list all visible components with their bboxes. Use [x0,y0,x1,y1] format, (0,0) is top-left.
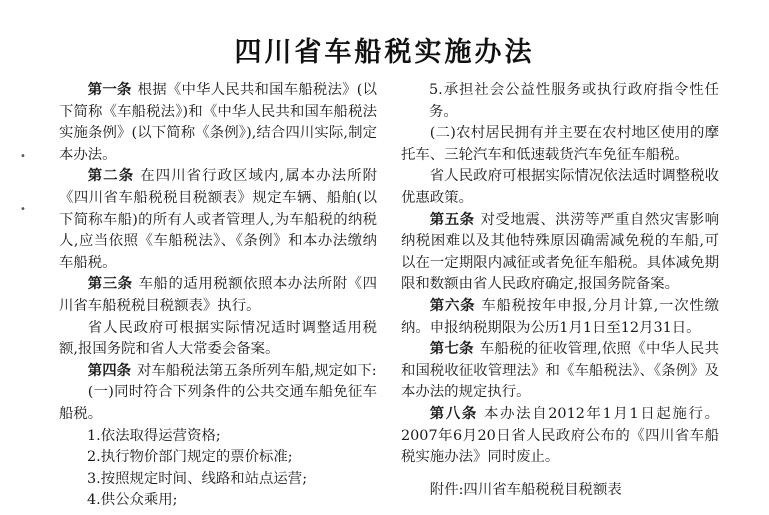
article-text: 本办法自2012年1月1日起施行。2007年6月20日省人民政府公布的《四川省车船税实施办法》同时废止。 [401,405,719,466]
article-paragraph [401,404,719,469]
body-paragraph: 省人民政府可根据实际情况依法适时调整税收优惠政策。 [401,168,719,206]
article-label: 第五条 [429,211,475,228]
list-item: 5.承担社会公益性服务或执行政府指令性任务。 [429,82,719,120]
article-label: 第七条 [429,341,474,358]
left-column [59,80,377,512]
article-text: 车船税的征收管理,依照《中华人民共和国税收征收管理法》和《车船税法》、《条例》及本办法的规定执行。 [401,341,719,401]
list-item: 3.按照规定时间、线路和站点运营; [87,470,308,487]
article-paragraph [59,166,377,274]
margin-mark: • [20,204,26,215]
article-text: 车船的适用税额依照本办法所附《四川省车船税税目税额表》执行。 [59,276,377,314]
body-paragraph: (一)同时符合下列条件的公共交通车船免征车船税。 [59,384,377,422]
body-paragraph: (二)农村居民拥有并主要在农村地区使用的摩托车、三轮汽车和低速载货汽车免征车船税。 [401,125,719,163]
list-item: 4.供公众乘用; [87,492,178,509]
article-paragraph [401,296,719,339]
article-paragraph [59,80,377,166]
article-paragraph [59,361,377,383]
article-paragraph [401,339,719,404]
attachment-note: 附件:四川省车船税税目税额表 [429,481,622,498]
right-column [401,80,719,501]
article-text: 对受地震、洪涝等严重自然灾害影响纳税困难以及其他特殊原因确需减免税的车船,可以在一定期限内减征或者免征车船税。具体减免期限和数额由省人民政府确定,报国务院备案。 [401,211,719,293]
article-label: 第六条 [429,297,476,314]
article-paragraph [59,274,377,317]
margin-mark: • [20,151,26,162]
document-title: 四川省车船税实施办法 [234,37,535,68]
article-label: 第一条 [87,82,132,98]
article-label: 第三条 [87,276,133,293]
article-text: 在四川省行政区域内,属本办法所附《四川省车船税税目税额表》规定车辆、船舶(以下简称车船)的所有人或者管理人,为车船税的纳税人,应当依照《车船税法》、《条例》和本办法缴纳车船税。 [59,168,377,271]
body-paragraph: 省人民政府可根据实际情况适时调整适用税额,报国务院和省人大常委会备案。 [59,319,377,358]
article-text: 车船税按年申报,分月计算,一次性缴纳。申报纳税期限为公历1月1日至12月31日。 [401,297,719,336]
article-label: 第四条 [87,362,131,379]
article-label: 第八条 [429,405,478,422]
article-paragraph [401,210,719,296]
article-label: 第二条 [87,168,135,185]
article-text: 根据《中华人民共和国车船税法》(以下简称《车船税法》)和《中华人民共和国车船税法实施条例》(以下简称《条例》),结合四川实际,制定本办法。 [59,82,377,163]
list-item: 2.执行物价部门规定的票价标准; [87,449,293,466]
list-item: 1.依法取得运营资格; [87,427,221,444]
article-text: 对车船税法第五条所列车船,规定如下: [136,362,377,379]
